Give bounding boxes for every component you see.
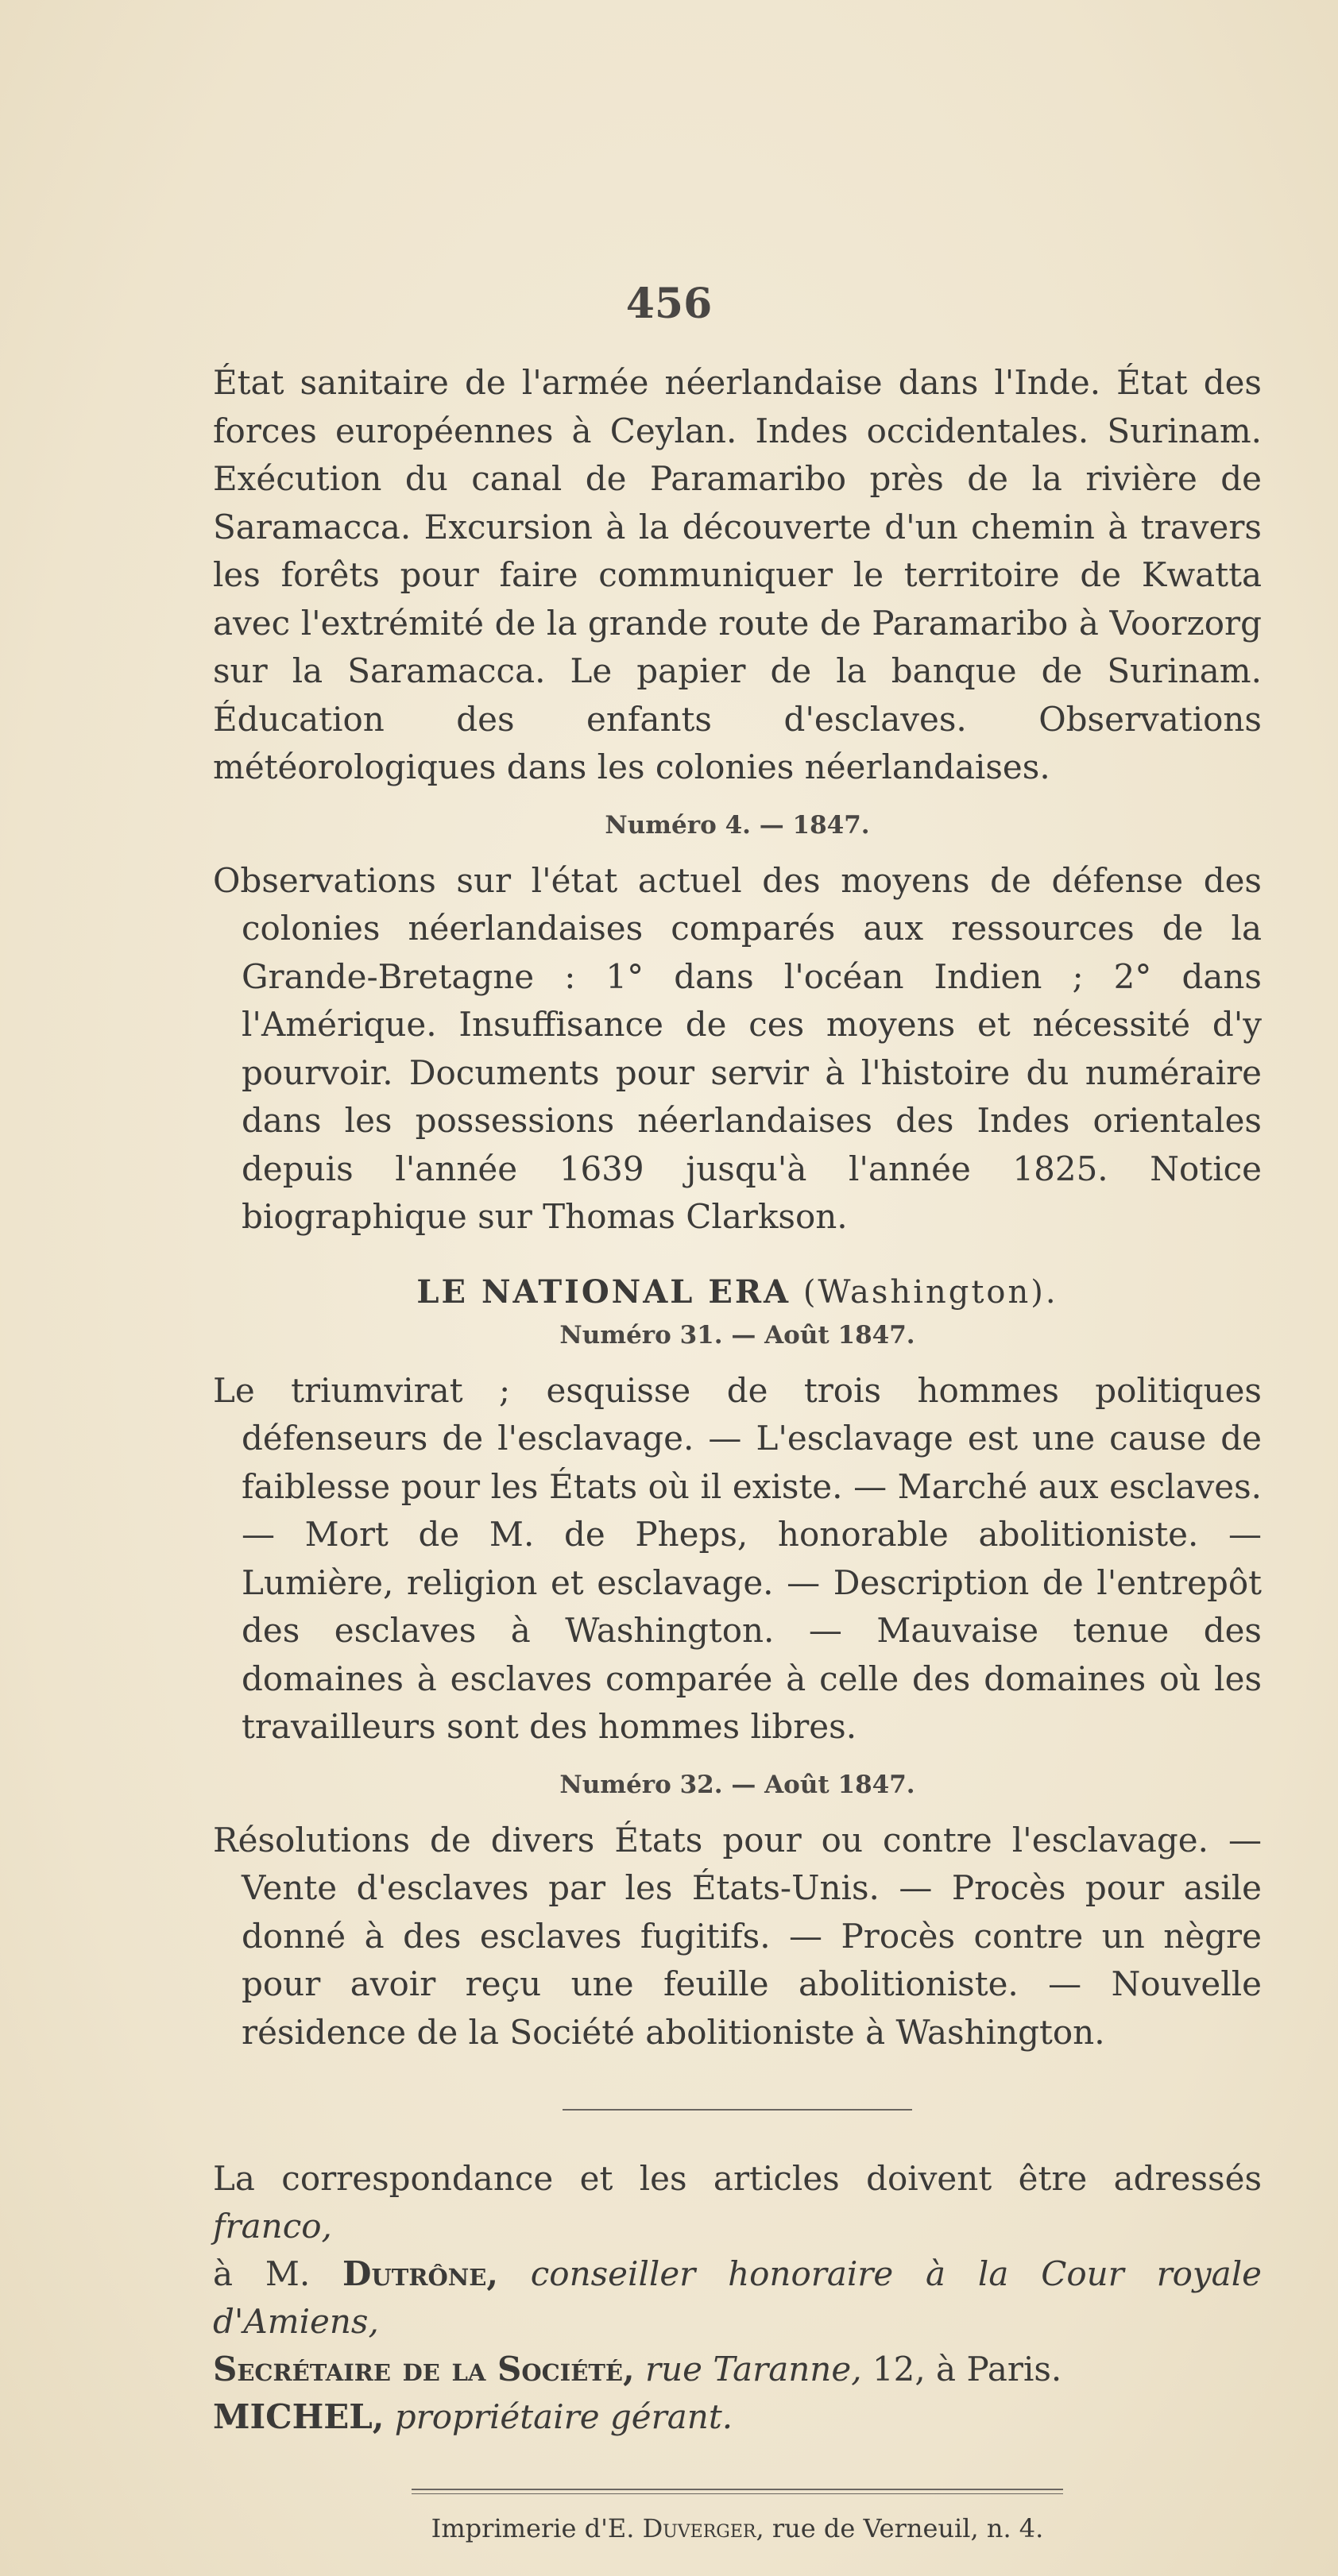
issue-heading-32: Numéro 32. — Août 1847.: [559, 1770, 915, 1799]
signature: MICHEL, propriétaire gérant.: [213, 2397, 733, 2436]
correspondence-line-2: à M. Dutrône, conseiller honoraire à la Cour royale d'Amiens,: [213, 2254, 1262, 2341]
paragraph-issue-32: Résolutions de divers États pour ou contre l'esclavage. — Vente d'esclaves par les États-Unis. — Procès pour asile donné à des esclaves fugitifs. — Procès contre un nègre pour avoir reçu une feuille abolitioniste. — Nouvelle résidence de la Société abolitioniste à Washington.: [213, 1820, 1262, 2052]
paragraph-issue-31: Le triumvirat ; esquisse de trois hommes politiques défenseurs de l'esclavage. — L'esclavage est une cause de faiblesse pour les États où il existe. — Marché aux esclaves. — Mort de M. de Pheps, honorable abolitioniste. — Lumière, religion et esclavage. — Description de l'entrepôt des esclaves à Washington. — Mauvaise tenue des domaines à esclaves comparée à celle des domaines où les travailleurs sont des hommes libres.: [213, 1370, 1262, 1746]
content-block: [213, 359, 1262, 2543]
section-divider: [563, 2109, 912, 2111]
issue-heading-4: Numéro 4. — 1847.: [605, 810, 870, 840]
intro-paragraph: État sanitaire de l'armée néerlandaise dans l'Inde. État des forces européennes à Ceylan. Indes occidentales. Surinam. Exécution du canal de Paramaribo près de la rivière de Saramacca. Excursion à la découverte d'un chemin à travers les forêts pour faire communiquer le territoire de Kwatta avec l'extrémité de la grande route de Paramaribo à Voorzorg sur la Saramacca. Le papier de la banque de Surinam. Éducation des enfants d'esclaves. Observations météorologiques dans les colonies néerlandaises.: [213, 363, 1262, 786]
publication-heading: [213, 1273, 1262, 1311]
publication-place: (Washington).: [802, 1273, 1058, 1311]
footer-divider: [412, 2489, 1063, 2494]
printer-imprint: Imprimerie d'E. Duverger, rue de Verneuil, n. 4.: [431, 2513, 1044, 2543]
issue-heading-31: Numéro 31. — Août 1847.: [559, 1320, 915, 1350]
correspondence-notice: [213, 2155, 1262, 2441]
correspondence-line-3: Secrétaire de la Société, rue Taranne, 12, à Paris.: [213, 2350, 1062, 2389]
paragraph-issue-4: Observations sur l'état actuel des moyens de défense des colonies néerlandaises comparés aux ressources de la Grande-Bretagne : 1° dans l'océan Indien ; 2° dans l'Amérique. Insuffisance de ces moyens et nécessité d'y pourvoir. Documents pour servir à l'histoire du numéraire dans les possessions néerlandaises des Indes orientales depuis l'année 1639 jusqu'à l'année 1825. Notice biographique sur Thomas Clarkson.: [213, 860, 1262, 1236]
page-number: 456: [625, 280, 713, 328]
correspondence-line-1: La correspondance et les articles doivent être adressés franco,: [213, 2159, 1262, 2246]
publication-name: LE NATIONAL ERA: [416, 1273, 791, 1311]
